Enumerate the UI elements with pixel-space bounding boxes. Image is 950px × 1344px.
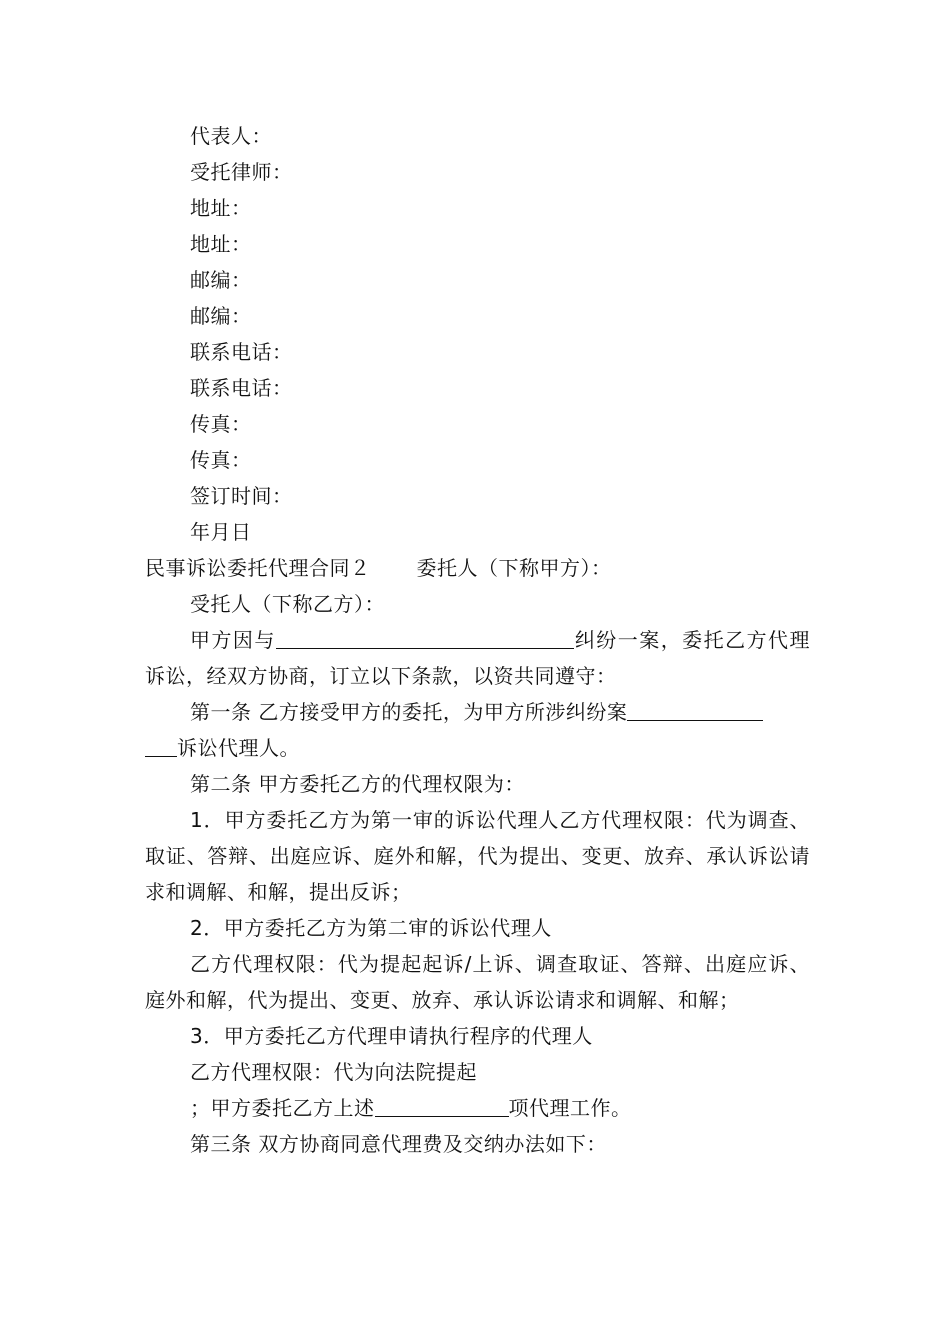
article-1-line-1 — [145, 694, 810, 730]
field-postcode-1: 邮编： — [190, 268, 252, 292]
case-blank-part-2 — [145, 732, 177, 757]
intro-paragraph — [145, 622, 810, 694]
field-postcode-2: 邮编： — [190, 304, 252, 328]
field-representative: 代表人： — [190, 124, 272, 148]
field-address-2: 地址： — [190, 232, 252, 256]
intro-text-b: 纠纷一案，委托乙方代理诉讼，经双方协商，订立以下条款，以资共同遵守： — [145, 628, 811, 688]
items-count-blank — [375, 1092, 509, 1117]
article-2-item-1: 1．甲方委托乙方为第一审的诉讼代理人乙方代理权限：代为调查、取证、答辩、出庭应诉、庭外和解，代为提出、变更、放弃、承认诉讼请求和调解、和解，提出反诉； — [145, 808, 810, 904]
case-blank-part-1 — [627, 696, 763, 721]
article-2-item-3-tail — [145, 1090, 810, 1126]
article-2-item-3-scope: 乙方代理权限：代为向法院提起 — [190, 1060, 477, 1084]
field-address-1: 地址： — [190, 196, 252, 220]
field-entrusted-lawyer: 受托律师： — [190, 160, 293, 184]
article-1-line-2 — [145, 730, 810, 766]
article-2-item-3: 3．甲方委托乙方代理申请执行程序的代理人 — [190, 1024, 593, 1048]
article-2-item-2-scope: 乙方代理权限：代为提起起诉/上诉、调查取证、答辩、出庭应诉、庭外和解，代为提出、变更、放弃、承认诉讼请求和调解、和解； — [145, 952, 810, 1012]
field-fax-2: 传真： — [190, 448, 252, 472]
field-phone-2: 联系电话： — [190, 376, 293, 400]
contract-title: 民事诉讼委托代理合同２ — [145, 556, 371, 580]
field-phone-1: 联系电话： — [190, 340, 293, 364]
item-3-tail-text-a: ；甲方委托乙方上述 — [190, 1096, 375, 1120]
article-1-text-b: 诉讼代理人。 — [177, 736, 300, 760]
dispute-blank — [276, 624, 574, 649]
field-date: 年月日 — [190, 520, 252, 544]
intro-text-a: 甲方因与 — [190, 628, 276, 652]
agent-label: 受托人（下称乙方）： — [190, 592, 385, 616]
contract-body — [145, 118, 810, 1162]
article-2-title: 第二条 甲方委托乙方的代理权限为： — [190, 772, 525, 796]
article-3-title: 第三条 双方协商同意代理费及交纳办法如下： — [190, 1132, 607, 1156]
principal-label: 委托人（下称甲方）： — [416, 556, 612, 580]
article-1-text-a: 第一条 乙方接受甲方的委托，为甲方所涉纠纷案 — [190, 700, 628, 724]
article-2-item-2: 2．甲方委托乙方为第二审的诉讼代理人 — [190, 916, 552, 940]
item-3-tail-text-b: 项代理工作。 — [508, 1096, 632, 1120]
field-signing-time: 签订时间： — [190, 484, 293, 508]
field-fax-1: 传真： — [190, 412, 252, 436]
contract-title-line — [145, 550, 810, 586]
